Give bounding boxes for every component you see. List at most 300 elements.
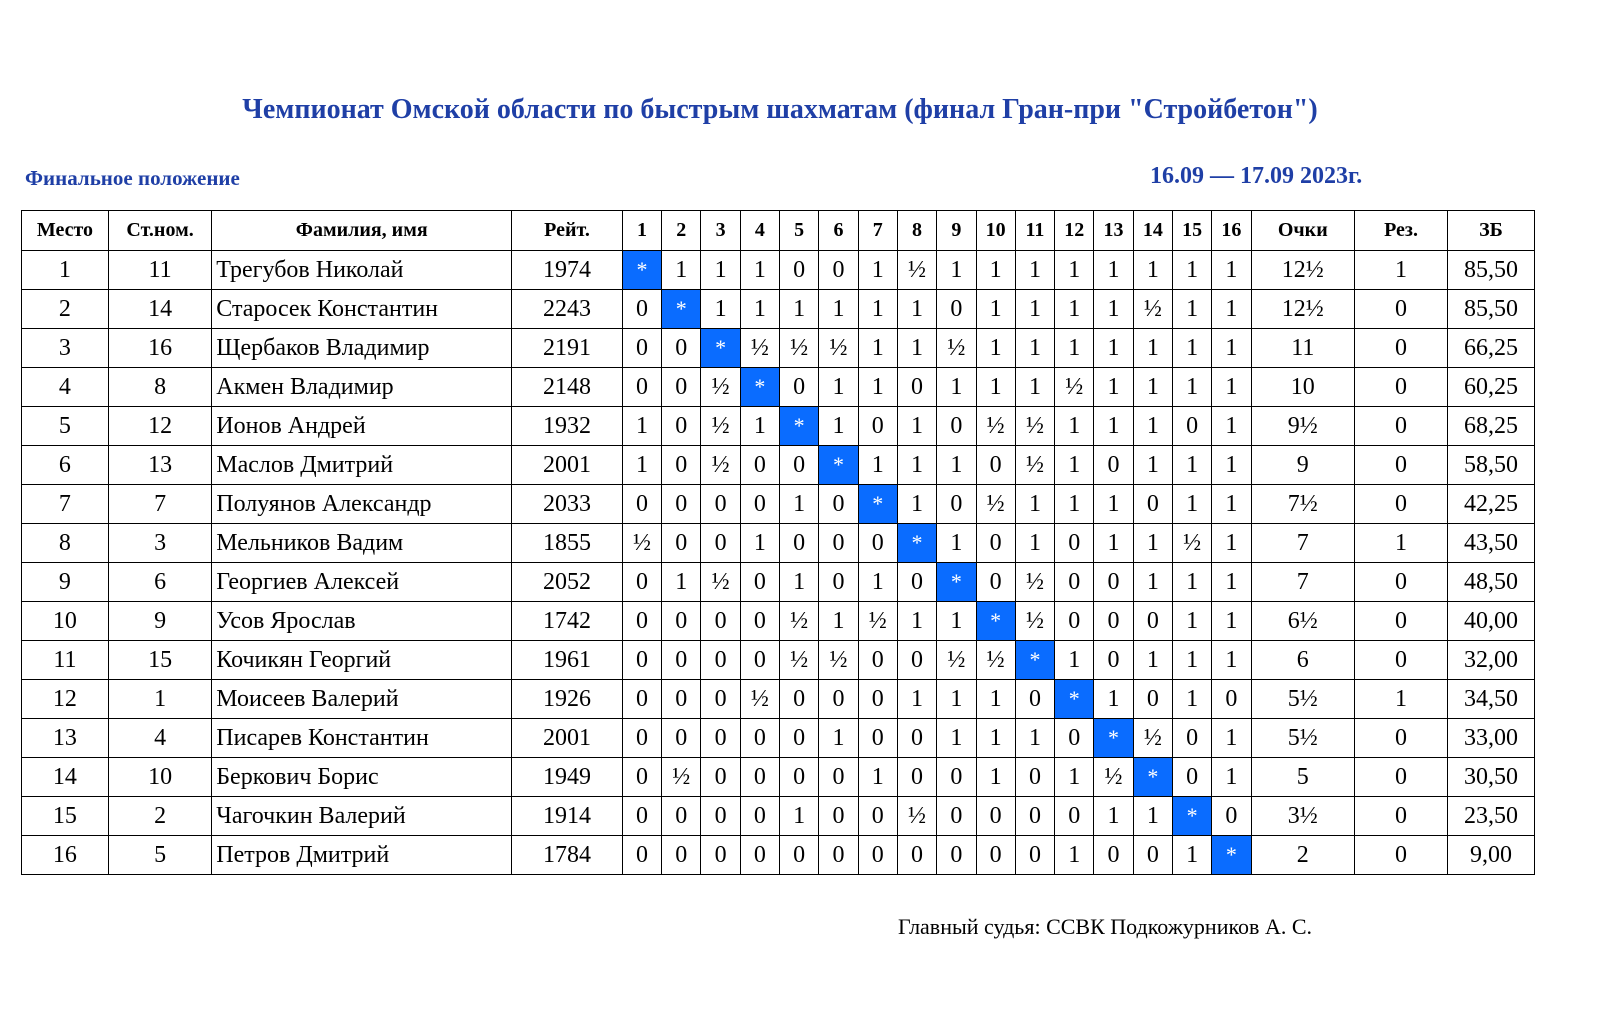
cell-result: 1 [819,719,858,758]
cell-result: 1 [780,563,819,602]
cell-result: 1 [701,251,740,290]
table-row [22,290,1535,329]
cell-points: 2 [1251,836,1354,875]
cell-result: 1 [1212,251,1251,290]
cell-rez: 0 [1354,407,1447,446]
cell-result: 0 [976,446,1015,485]
cell-result: 0 [937,407,976,446]
cell-result: 1 [1172,485,1211,524]
cell-result: 1 [1133,407,1172,446]
cell-result: 0 [622,329,661,368]
header-rating: Рейт. [512,211,623,251]
cell-rez: 0 [1354,836,1447,875]
cell-result: * [858,485,897,524]
cell-result: 1 [976,251,1015,290]
cell-result: 0 [897,836,936,875]
cell-result: 1 [1015,524,1054,563]
cell-result: 1 [622,446,661,485]
cell-result: 1 [937,680,976,719]
cell-name: Георгиев Алексей [212,563,512,602]
cell-result: 1 [1212,485,1251,524]
header-round-1: 1 [622,211,661,251]
cell-name: Петров Дмитрий [212,836,512,875]
cell-result: 1 [897,446,936,485]
cell-result: 1 [1172,680,1211,719]
cell-name: Усов Ярослав [212,602,512,641]
cell-result: ½ [1133,719,1172,758]
cell-result: 1 [1212,407,1251,446]
cell-result: 0 [780,680,819,719]
cell-rating: 2001 [512,446,623,485]
cell-result: 0 [622,836,661,875]
cell-place: 14 [22,758,109,797]
cell-result: 0 [1133,680,1172,719]
cell-result: 1 [1133,368,1172,407]
cell-result: 0 [819,524,858,563]
cell-rating: 1961 [512,641,623,680]
cell-result: ½ [701,446,740,485]
cell-result: 1 [1212,446,1251,485]
cell-name: Писарев Константин [212,719,512,758]
table-row [22,524,1535,563]
cell-result: ½ [701,407,740,446]
cell-result: ½ [976,485,1015,524]
cell-result: 1 [1133,251,1172,290]
cell-rez: 0 [1354,485,1447,524]
cell-start-number: 6 [108,563,211,602]
cell-result: 1 [858,563,897,602]
cell-result: * [701,329,740,368]
cell-result: 0 [662,836,701,875]
cell-rez: 0 [1354,446,1447,485]
cell-tiebreak: 23,50 [1448,797,1535,836]
cell-result: 0 [858,524,897,563]
cell-result: 0 [1094,641,1133,680]
cell-result: 1 [1094,290,1133,329]
cell-rez: 1 [1354,251,1447,290]
cell-result: 1 [897,485,936,524]
cell-result: 0 [740,836,779,875]
cell-start-number: 9 [108,602,211,641]
cell-rating: 2052 [512,563,623,602]
cell-result: 1 [1133,797,1172,836]
table-body [22,251,1535,875]
cell-result: 0 [740,719,779,758]
cell-start-number: 15 [108,641,211,680]
header-round-12: 12 [1055,211,1094,251]
cell-result: 0 [622,368,661,407]
cell-result: 0 [662,446,701,485]
cell-result: 1 [662,251,701,290]
header-round-7: 7 [858,211,897,251]
cell-start-number: 12 [108,407,211,446]
cell-start-number: 5 [108,836,211,875]
cell-name: Трегубов Николай [212,251,512,290]
cell-result: 1 [858,251,897,290]
cell-start-number: 8 [108,368,211,407]
cell-result: 1 [1133,524,1172,563]
cell-result: 0 [622,602,661,641]
cell-points: 12½ [1251,251,1354,290]
cell-rating: 1949 [512,758,623,797]
header-rez: Рез. [1354,211,1447,251]
cell-result: ½ [662,758,701,797]
cell-result: ½ [858,602,897,641]
cell-place: 12 [22,680,109,719]
cell-result: * [622,251,661,290]
cell-result: 0 [701,719,740,758]
cell-result: 0 [1133,602,1172,641]
cell-result: 1 [780,290,819,329]
cell-points: 9 [1251,446,1354,485]
cell-result: 0 [662,680,701,719]
cell-result: 1 [1015,368,1054,407]
cell-name: Мельников Вадим [212,524,512,563]
cell-result: 0 [662,641,701,680]
cell-result: 0 [701,797,740,836]
cell-place: 2 [22,290,109,329]
cell-result: 1 [1172,641,1211,680]
cell-result: 0 [976,563,1015,602]
table-row [22,251,1535,290]
cell-points: 5½ [1251,680,1354,719]
cell-result: 0 [1094,836,1133,875]
cell-result: ½ [1055,368,1094,407]
cell-result: 0 [622,641,661,680]
cell-place: 6 [22,446,109,485]
cell-result: 1 [937,719,976,758]
cell-place: 11 [22,641,109,680]
cell-result: 0 [780,524,819,563]
cell-start-number: 16 [108,329,211,368]
cell-result: 0 [1172,719,1211,758]
cell-result: 1 [1212,602,1251,641]
cell-result: ½ [1133,290,1172,329]
cell-result: 0 [662,602,701,641]
table-row [22,719,1535,758]
cell-result: 1 [1094,368,1133,407]
table-row [22,485,1535,524]
cell-result: ½ [1015,407,1054,446]
cell-rating: 2001 [512,719,623,758]
cell-result: 1 [1094,485,1133,524]
cell-points: 6 [1251,641,1354,680]
cell-rez: 0 [1354,719,1447,758]
table-row [22,407,1535,446]
cell-result: 0 [1133,836,1172,875]
cell-start-number: 1 [108,680,211,719]
cell-result: 0 [1015,680,1054,719]
cell-result: 0 [1094,602,1133,641]
cell-result: 1 [1055,446,1094,485]
cell-result: 0 [662,329,701,368]
cell-result: 0 [976,524,1015,563]
cell-result: 0 [701,485,740,524]
cell-result: 0 [780,836,819,875]
cell-points: 9½ [1251,407,1354,446]
cell-result: 0 [1055,602,1094,641]
cell-result: 0 [622,680,661,719]
cell-result: ½ [819,641,858,680]
cell-rez: 1 [1354,524,1447,563]
cell-result: 1 [1172,368,1211,407]
cell-result: 0 [1172,407,1211,446]
cell-place: 7 [22,485,109,524]
table-row [22,680,1535,719]
cell-result: ½ [1015,446,1054,485]
cell-result: 1 [1172,446,1211,485]
cell-result: 1 [740,407,779,446]
cell-result: 1 [976,719,1015,758]
header-round-16: 16 [1212,211,1251,251]
header-round-6: 6 [819,211,858,251]
cell-start-number: 10 [108,758,211,797]
cell-result: 1 [937,446,976,485]
cell-result: ½ [701,563,740,602]
cell-result: ½ [897,797,936,836]
cell-result: 0 [937,290,976,329]
cell-name: Полуянов Александр [212,485,512,524]
cell-result: 0 [858,680,897,719]
cell-rating: 1914 [512,797,623,836]
cell-rating: 1974 [512,251,623,290]
cell-result: 0 [701,836,740,875]
cell-result: 0 [622,719,661,758]
cell-name: Акмен Владимир [212,368,512,407]
cell-result: 1 [937,524,976,563]
cell-result: * [1212,836,1251,875]
table-row [22,641,1535,680]
cell-result: 0 [1055,719,1094,758]
cell-result: 0 [819,836,858,875]
cell-result: 1 [1133,641,1172,680]
cell-result: 0 [819,485,858,524]
cell-result: 1 [1212,563,1251,602]
cell-name: Ионов Андрей [212,407,512,446]
cell-result: * [897,524,936,563]
cell-result: 1 [622,407,661,446]
cell-result: 1 [819,602,858,641]
cell-points: 5½ [1251,719,1354,758]
cell-result: 1 [976,680,1015,719]
table-row [22,446,1535,485]
header-round-10: 10 [976,211,1015,251]
cell-result: 0 [740,797,779,836]
cell-result: 1 [780,797,819,836]
cell-result: 0 [937,758,976,797]
table-row [22,836,1535,875]
cell-result: 1 [1212,719,1251,758]
cell-result: 0 [1212,797,1251,836]
cell-tiebreak: 60,25 [1448,368,1535,407]
cell-result: 1 [1055,290,1094,329]
cell-result: 0 [662,485,701,524]
cell-place: 16 [22,836,109,875]
cell-points: 6½ [1251,602,1354,641]
table-row [22,758,1535,797]
cell-result: 0 [740,602,779,641]
cell-result: ½ [937,641,976,680]
cell-result: 0 [1212,680,1251,719]
cell-result: 1 [897,602,936,641]
cell-start-number: 4 [108,719,211,758]
header-round-9: 9 [937,211,976,251]
cell-result: 0 [622,758,661,797]
cell-result: 1 [897,290,936,329]
cell-result: 0 [819,680,858,719]
cell-place: 8 [22,524,109,563]
cell-tiebreak: 85,50 [1448,251,1535,290]
header-name: Фамилия, имя [212,211,512,251]
cell-result: 0 [740,758,779,797]
cell-result: 1 [819,290,858,329]
cell-result: ½ [780,641,819,680]
cell-result: * [976,602,1015,641]
cell-result: * [819,446,858,485]
cell-tiebreak: 40,00 [1448,602,1535,641]
cell-result: 0 [740,485,779,524]
cell-result: 1 [1172,251,1211,290]
cell-result: 0 [780,446,819,485]
cell-result: 1 [858,446,897,485]
cell-result: 0 [937,836,976,875]
cell-result: ½ [819,329,858,368]
cell-result: ½ [780,602,819,641]
cell-result: 1 [1015,251,1054,290]
cell-result: 0 [858,719,897,758]
cell-rez: 1 [1354,680,1447,719]
cell-rating: 2033 [512,485,623,524]
cell-place: 3 [22,329,109,368]
cell-result: 1 [937,602,976,641]
cell-result: 0 [701,641,740,680]
header-place: Место [22,211,109,251]
cell-result: 1 [1055,485,1094,524]
cell-result: ½ [976,407,1015,446]
cell-result: 1 [701,290,740,329]
cell-result: 1 [1212,641,1251,680]
cell-result: * [1055,680,1094,719]
cell-result: * [1094,719,1133,758]
cell-name: Старосек Константин [212,290,512,329]
cell-tiebreak: 34,50 [1448,680,1535,719]
cell-result: 1 [976,758,1015,797]
cell-result: 0 [937,797,976,836]
cell-result: 1 [1015,719,1054,758]
cell-result: ½ [976,641,1015,680]
cell-result: ½ [740,680,779,719]
cell-result: 0 [897,758,936,797]
cell-result: 0 [937,485,976,524]
cell-rating: 1784 [512,836,623,875]
cell-result: ½ [740,329,779,368]
cell-result: 0 [819,758,858,797]
table-row [22,563,1535,602]
cell-points: 5 [1251,758,1354,797]
cell-tiebreak: 30,50 [1448,758,1535,797]
cell-place: 15 [22,797,109,836]
cell-result: 1 [1212,758,1251,797]
cell-result: 0 [1015,797,1054,836]
cell-result: ½ [701,368,740,407]
cell-tiebreak: 58,50 [1448,446,1535,485]
cell-rez: 0 [1354,641,1447,680]
header-round-5: 5 [780,211,819,251]
header-points: Очки [1251,211,1354,251]
cell-result: 0 [622,290,661,329]
cell-result: 1 [1055,758,1094,797]
cell-name: Моисеев Валерий [212,680,512,719]
cell-result: * [740,368,779,407]
cell-result: 1 [858,368,897,407]
cell-result: 0 [1055,797,1094,836]
cell-place: 1 [22,251,109,290]
cell-result: 1 [1172,563,1211,602]
cell-result: 0 [622,797,661,836]
cell-rating: 2191 [512,329,623,368]
cell-rez: 0 [1354,758,1447,797]
cell-result: 1 [740,290,779,329]
cell-result: 1 [976,329,1015,368]
cell-points: 10 [1251,368,1354,407]
cell-result: 1 [1172,602,1211,641]
cell-result: 1 [1055,329,1094,368]
cell-result: 1 [1094,797,1133,836]
cell-rating: 1932 [512,407,623,446]
cell-name: Беркович Борис [212,758,512,797]
cell-result: 0 [622,563,661,602]
cell-result: 0 [897,368,936,407]
cell-result: 0 [780,368,819,407]
cell-result: ½ [622,524,661,563]
cell-result: 0 [1015,758,1054,797]
cell-result: 1 [740,251,779,290]
cell-result: 0 [622,485,661,524]
cell-result: 0 [780,758,819,797]
cell-points: 7 [1251,524,1354,563]
cell-result: ½ [1015,563,1054,602]
final-standings-label: Финальное положение [25,166,240,190]
cell-rez: 0 [1354,368,1447,407]
cell-result: 0 [858,641,897,680]
cell-tiebreak: 66,25 [1448,329,1535,368]
cell-tiebreak: 85,50 [1448,290,1535,329]
cell-result: 0 [897,563,936,602]
cell-result: 1 [1055,251,1094,290]
cell-tiebreak: 43,50 [1448,524,1535,563]
cell-result: 1 [897,329,936,368]
cell-rez: 0 [1354,797,1447,836]
cell-result: ½ [897,251,936,290]
cell-place: 13 [22,719,109,758]
cell-result: 1 [1015,329,1054,368]
table-row [22,602,1535,641]
cell-result: 1 [897,680,936,719]
cell-tiebreak: 9,00 [1448,836,1535,875]
cell-result: 0 [897,641,936,680]
header-row [22,211,1535,251]
cell-result: 1 [1015,485,1054,524]
cell-rating: 1742 [512,602,623,641]
cell-result: 1 [937,368,976,407]
table-row [22,797,1535,836]
cell-points: 7 [1251,563,1354,602]
cell-result: * [1133,758,1172,797]
cell-result: 0 [976,797,1015,836]
cell-result: 0 [1055,524,1094,563]
cell-result: 0 [1094,446,1133,485]
cell-result: 1 [1094,251,1133,290]
